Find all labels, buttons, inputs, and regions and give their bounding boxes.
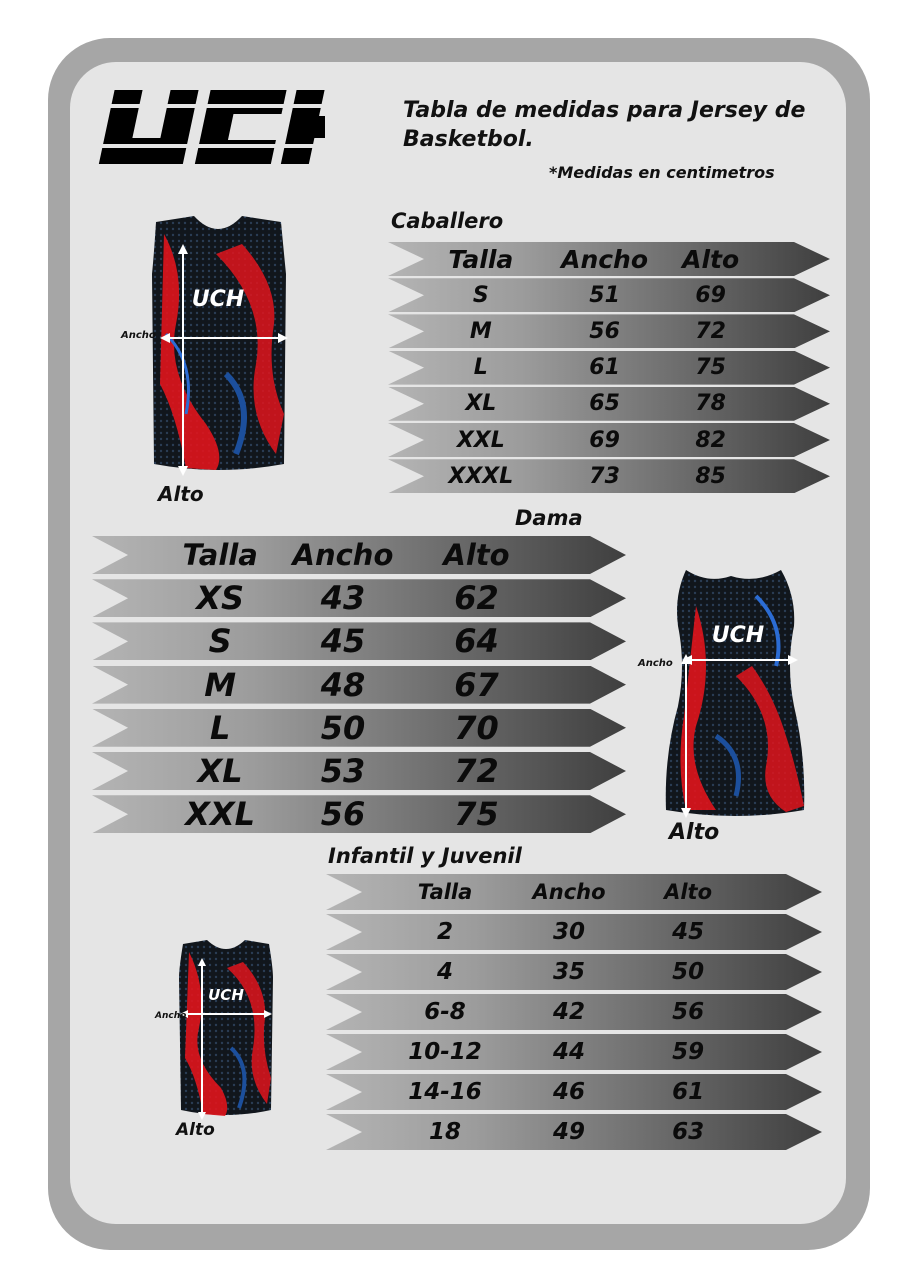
cell-alto: 82: [695, 427, 726, 453]
cell-ancho: 48: [320, 665, 366, 704]
cell-alto: 78: [695, 391, 726, 417]
cell-alto: 70: [454, 708, 499, 747]
cell-alto: 75: [454, 795, 499, 834]
cell-ancho: 44: [553, 1039, 586, 1065]
cell-ancho: 46: [553, 1079, 586, 1105]
cell-ancho: 35: [553, 959, 586, 985]
men-alto-label: Alto: [158, 482, 204, 506]
cell-talla: L: [209, 708, 231, 747]
table-row: [92, 709, 626, 747]
cell-ancho: 65: [589, 391, 620, 417]
cell-alto: 45: [672, 919, 705, 945]
cell-talla: 2: [437, 919, 454, 945]
table-row: [388, 351, 830, 385]
header-ancho: Ancho: [561, 244, 649, 274]
header-alto: Alto: [443, 538, 510, 572]
cell-talla: XL: [465, 391, 497, 417]
table-row: [326, 1074, 822, 1110]
cell-ancho: 61: [589, 355, 620, 381]
kids-ancho-label: Ancho: [155, 1011, 187, 1021]
cell-talla: 14-16: [408, 1079, 482, 1105]
women-alto-label: Alto: [669, 820, 720, 845]
cell-alto: 75: [695, 355, 726, 381]
table-row: [388, 314, 830, 348]
header-talla: Talla: [417, 880, 473, 904]
cell-ancho: 43: [320, 579, 366, 618]
table-row: [92, 622, 626, 660]
cell-talla: XL: [197, 752, 243, 790]
cell-talla: L: [473, 355, 488, 381]
cell-alto: 72: [454, 752, 499, 790]
cell-ancho: 56: [320, 795, 366, 834]
cell-alto: 85: [695, 463, 726, 489]
section-title-caballero: Caballero: [391, 209, 504, 233]
header-talla: Talla: [182, 538, 258, 572]
cell-talla: XS: [196, 579, 245, 618]
jersey-logo-text: UCH: [711, 623, 765, 648]
cell-talla: M: [204, 665, 237, 704]
table-row: [326, 914, 822, 950]
cell-ancho: 69: [589, 427, 620, 453]
women-jersey-diagram: [656, 566, 816, 818]
cell-ancho: 51: [589, 282, 620, 308]
header-talla: Talla: [448, 244, 514, 274]
cell-alto: 69: [695, 282, 726, 308]
cell-talla: 10-12: [408, 1039, 482, 1065]
cell-alto: 50: [672, 959, 705, 985]
cell-alto: 67: [454, 665, 499, 704]
header-ancho: Ancho: [532, 880, 606, 904]
table-row: [388, 423, 830, 457]
jersey-logo-text: UCH: [208, 986, 244, 1004]
cell-talla: XXXL: [448, 463, 514, 489]
table-row: [388, 387, 830, 421]
jersey-logo-text: UCH: [191, 287, 245, 312]
table-row: [326, 1034, 822, 1070]
cell-ancho: 56: [589, 318, 620, 344]
table-row: [92, 666, 626, 704]
units-note: *Medidas en centimetros: [549, 163, 775, 182]
section-title-dama: Dama: [515, 506, 583, 530]
table-row: [388, 459, 830, 493]
table-header-row: [92, 536, 626, 574]
cell-talla: XXL: [456, 427, 505, 453]
cell-talla: M: [469, 318, 492, 344]
cell-ancho: 50: [320, 708, 366, 747]
kids-jersey-diagram: [177, 938, 275, 1120]
cell-talla: XXL: [185, 795, 256, 834]
table-row: [326, 1114, 822, 1150]
table-row: [92, 579, 626, 617]
cell-alto: 62: [454, 579, 499, 618]
table-row: [388, 278, 830, 312]
cell-ancho: 53: [320, 752, 366, 790]
table-row: [326, 994, 822, 1030]
cell-alto: 64: [454, 622, 499, 661]
men-jersey-diagram: [146, 214, 291, 476]
cell-ancho: 30: [553, 919, 586, 945]
header-alto: Alto: [682, 244, 740, 274]
table-row: [326, 954, 822, 990]
table-header-row: [326, 874, 822, 910]
cell-ancho: 42: [553, 999, 586, 1025]
cell-alto: 63: [672, 1119, 705, 1145]
header-alto: Alto: [664, 880, 713, 904]
men-ancho-label: Ancho: [121, 330, 156, 341]
chart-title: Tabla de medidas para Jersey de Basketbol.: [403, 98, 806, 152]
cell-ancho: 45: [320, 622, 366, 661]
cell-alto: 56: [672, 999, 705, 1025]
cell-ancho: 49: [553, 1119, 586, 1145]
women-ancho-label: Ancho: [638, 658, 673, 669]
table-row: [92, 752, 626, 790]
kids-alto-label: Alto: [176, 1120, 215, 1140]
uch-logo: [93, 88, 325, 166]
cell-talla: 18: [429, 1119, 462, 1145]
cell-alto: 72: [695, 318, 726, 344]
table-row: [92, 795, 626, 833]
cell-talla: S: [472, 282, 489, 308]
header-ancho: Ancho: [292, 538, 394, 572]
cell-alto: 61: [672, 1079, 705, 1105]
section-title-infantil: Infantil y Juvenil: [328, 844, 522, 868]
cell-talla: 4: [437, 959, 454, 985]
cell-talla: 6-8: [424, 999, 466, 1025]
cell-talla: S: [208, 622, 232, 661]
cell-alto: 59: [672, 1039, 705, 1065]
cell-ancho: 73: [589, 463, 620, 489]
table-header-row: [388, 242, 830, 276]
